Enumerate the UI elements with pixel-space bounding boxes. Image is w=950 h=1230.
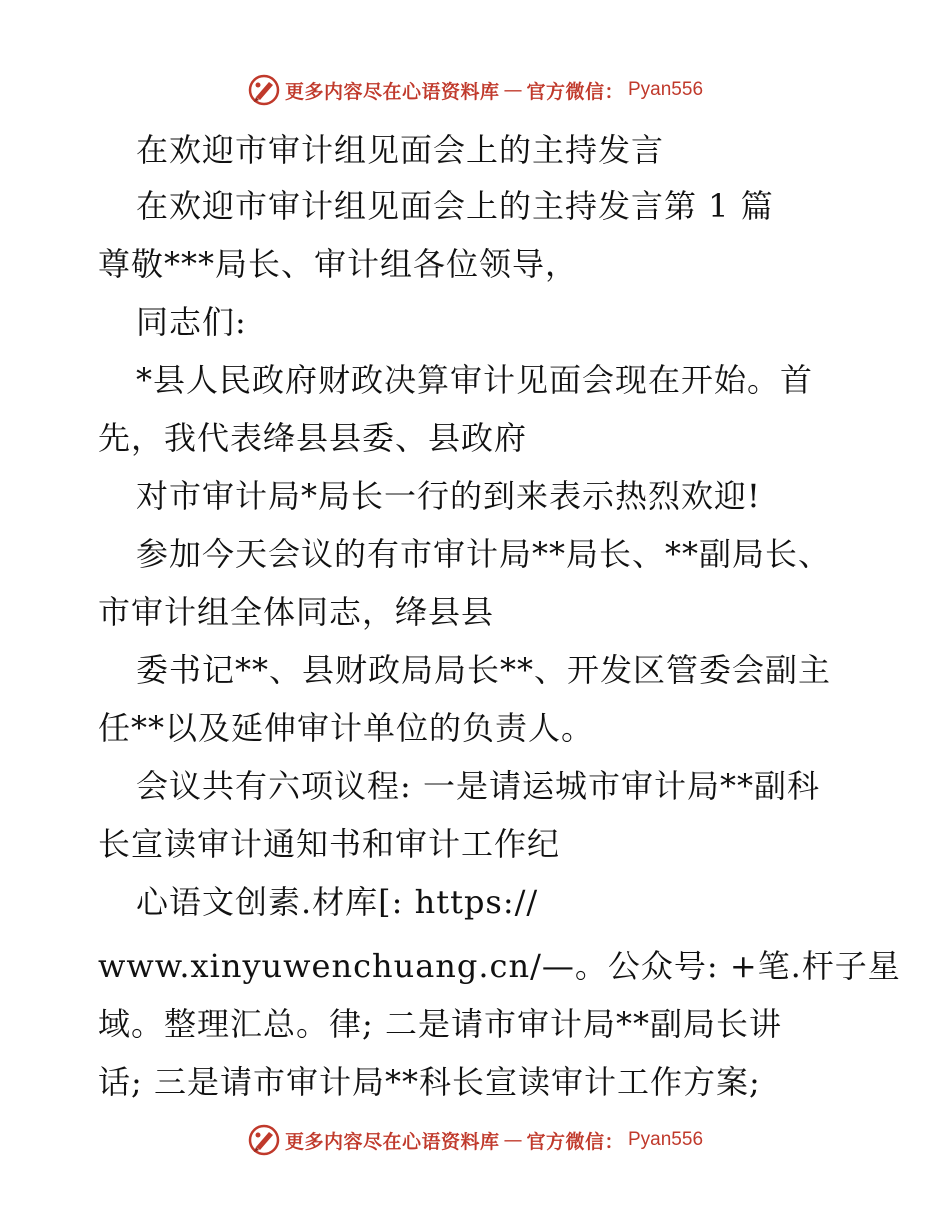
paragraph-line: *县人民政府财政决算审计见面会现在开始。首 [136, 361, 814, 399]
paragraph-line: 任**以及延伸审计单位的负责人。 [98, 709, 595, 747]
paragraph-line: 参加今天会议的有市审计局**局长、**副局长、 [136, 535, 832, 573]
section-heading: 在欢迎市审计组见面会上的主持发言第 1 篇 [136, 187, 774, 225]
salutation-comrades: 同志们: [136, 303, 247, 341]
brand-logo-icon [247, 1123, 281, 1157]
banner-wechat-id: Pyan556 [628, 79, 704, 100]
paragraph-line: 长宣读审计通知书和审计工作纪 [98, 825, 561, 863]
paragraph-line: 市审计组全体同志，绛县县 [98, 593, 495, 631]
paragraph-line: 域。整理汇总。律; 二是请市审计局**副局长讲 [98, 1005, 782, 1043]
document-title: 在欢迎市审计组见面会上的主持发言 [136, 131, 665, 169]
banner-official-label: 官方微信： [526, 80, 624, 103]
paragraph-line: 先，我代表绛县县委、县政府 [98, 419, 528, 457]
banner-separator: — [503, 1129, 523, 1151]
banner-wechat-id: Pyan556 [628, 1129, 704, 1150]
banner-text: 更多内容尽在心语资料库 [284, 80, 500, 103]
header-banner [0, 70, 950, 110]
paragraph-line: 委书记**、县财政局局长**、开发区管委会副主 [136, 651, 832, 689]
banner-official-label: 官方微信： [526, 1130, 624, 1153]
paragraph-line: 会议共有六项议程: 一是请运城市审计局**副科 [136, 767, 820, 805]
footer-banner [0, 1120, 950, 1160]
paragraph-line: 对市审计局*局长一行的到来表示热烈欢迎! [136, 477, 761, 515]
banner-separator: — [503, 79, 523, 101]
paragraph-line: 心语文创素.材库[: https:// [136, 883, 539, 921]
paragraph-line: www.xinyuwenchuang.cn/—。公众号: +笔.杆子星 [98, 947, 901, 985]
salutation: 尊敬***局长、审计组各位领导， [98, 245, 579, 283]
brand-logo-icon [247, 73, 281, 107]
banner-text: 更多内容尽在心语资料库 [284, 1130, 500, 1153]
paragraph-line: 话; 三是请市审计局**科长宣读审计工作方案; [98, 1063, 761, 1101]
